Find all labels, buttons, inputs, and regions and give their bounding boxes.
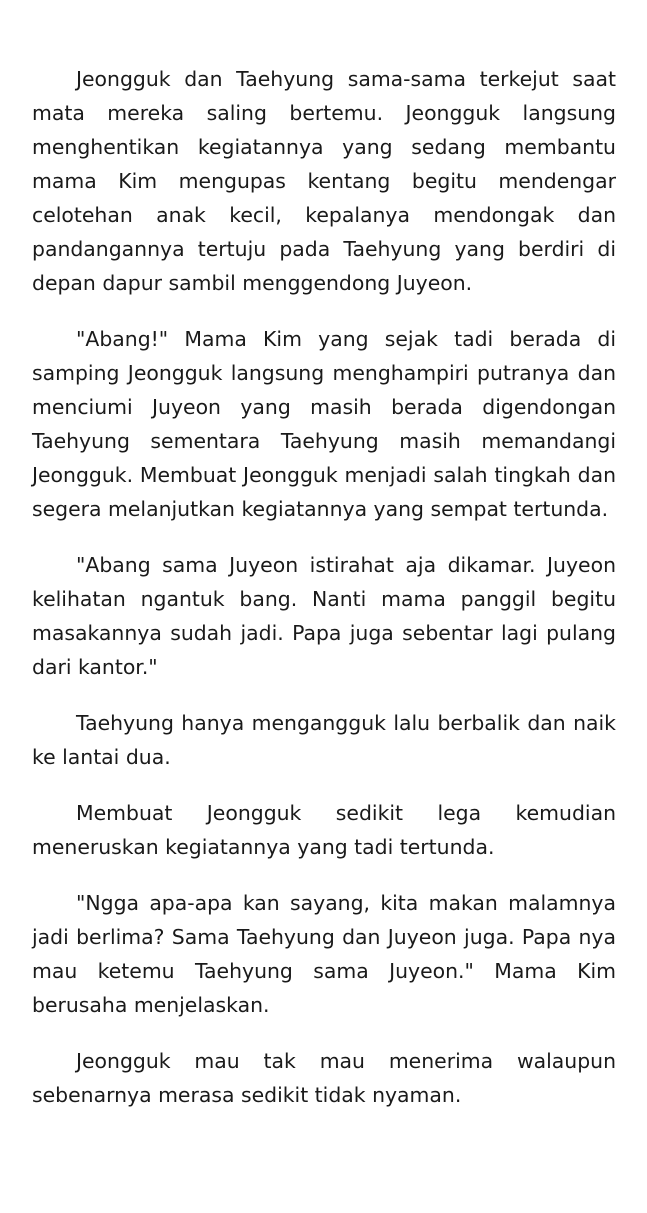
paragraph-5: Membuat Jeongguk sedikit lega kemudian meneruskan kegiatannya yang tadi tertunda.: [32, 801, 616, 859]
paragraph-4: Taehyung hanya mengangguk lalu berbalik dan naik ke lantai dua.: [32, 711, 616, 769]
paragraph-3: "Abang sama Juyeon istirahat aja dikamar. Juyeon kelihatan ngantuk bang. Nanti mama panggil begitu masakannya sudah jadi. Papa juga sebentar lagi pulang dari kantor.": [32, 553, 616, 679]
paragraph-6: "Ngga apa-apa kan sayang, kita makan malamnya jadi berlima? Sama Taehyung dan Juyeon juga. Papa nya mau ketemu Taehyung sama Juyeon." Mama Kim berusaha menjelaskan.: [32, 891, 616, 1017]
paragraph-7: Jeongguk mau tak mau menerima walaupun sebenarnya merasa sedikit tidak nyaman.: [32, 1049, 616, 1107]
paragraph-2: "Abang!" Mama Kim yang sejak tadi berada di samping Jeongguk langsung menghampiri putranya dan menciumi Juyeon yang masih berada digendongan Taehyung sementara Taehyung masih memandangi Jeongguk. Membuat Jeongguk menjadi salah tingkah dan segera melanjutkan kegiatannya yang sempat tertunda.: [32, 327, 616, 521]
story-text: [32, 62, 616, 1112]
paragraph-1: Jeongguk dan Taehyung sama-sama terkejut saat mata mereka saling bertemu. Jeongguk langsung menghentikan kegiatannya yang sedang membantu mama Kim mengupas kentang begitu mendengar celotehan anak kecil, kepalanya mendongak dan pandangannya tertuju pada Taehyung yang berdiri di depan dapur sambil menggendong Juyeon.: [32, 67, 616, 295]
